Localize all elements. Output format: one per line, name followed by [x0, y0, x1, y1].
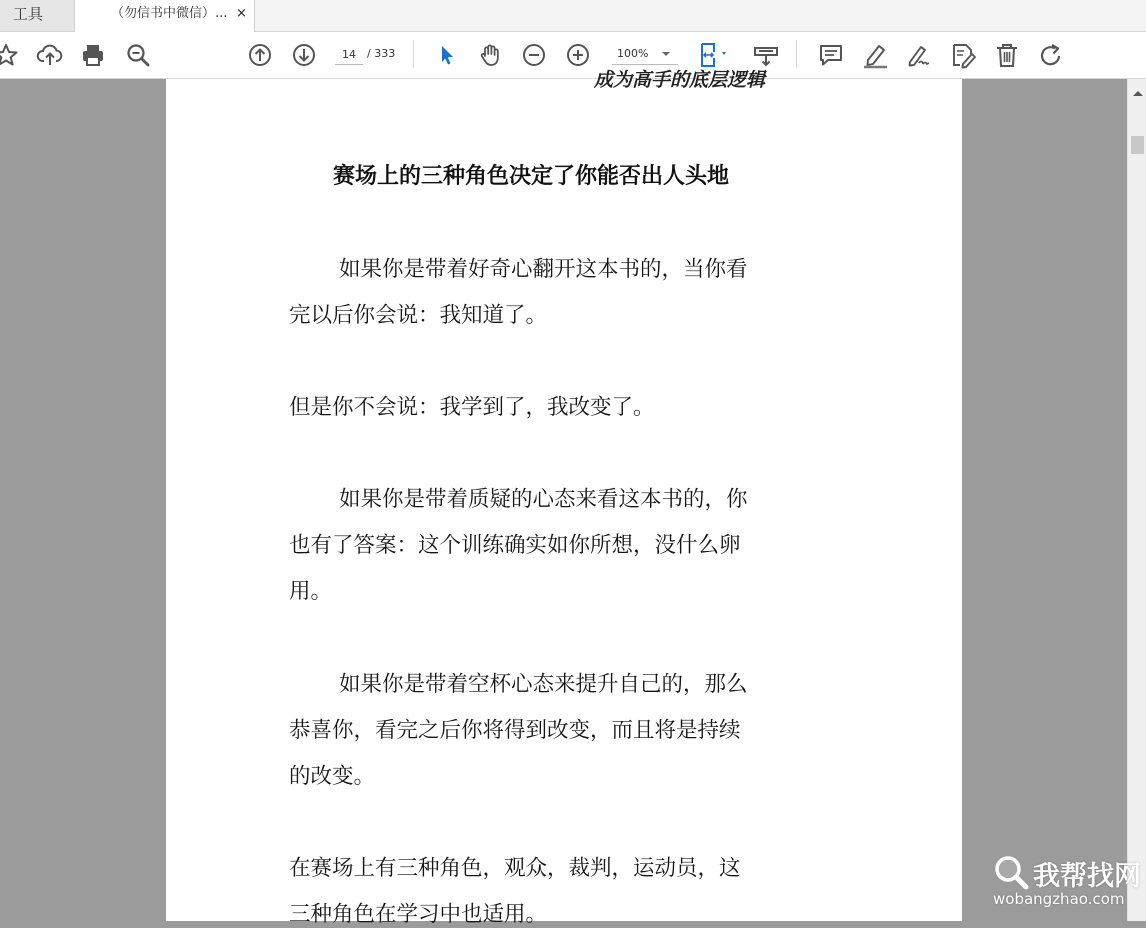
chevron-down-icon — [662, 52, 670, 56]
hand-icon[interactable] — [475, 40, 505, 70]
document-page — [166, 69, 962, 927]
paragraph-line: 的改变。 — [289, 764, 376, 789]
zoom-in-icon[interactable] — [563, 40, 593, 70]
tab-document-title: （勿信书中微信）... — [111, 6, 228, 21]
toolbar-divider — [413, 40, 414, 68]
print-icon[interactable] — [78, 40, 108, 70]
watermark — [985, 848, 1145, 918]
cloud-upload-icon[interactable] — [35, 40, 65, 70]
zoom-value: 100% — [617, 47, 649, 60]
paragraph-line: 用。 — [289, 579, 333, 604]
next-page-icon[interactable] — [289, 40, 319, 70]
paragraph-line: 完以后你会说：我知道了。 — [289, 303, 548, 328]
select-pointer-icon[interactable] — [432, 40, 462, 70]
paragraph-line: 在赛场上有三种角色，观众，裁判，运动员，这 — [289, 856, 741, 881]
paragraph-line: 如果你是带着质疑的心态来看这本书的，你 — [339, 487, 748, 512]
zoom-select[interactable] — [612, 44, 678, 65]
running-header: 成为高手的底层逻辑 — [594, 69, 766, 91]
tab-document[interactable] — [75, 0, 255, 32]
paragraph-line: 如果你是带着空杯心态来提升自己的，那么 — [339, 672, 748, 697]
tab-bar — [0, 0, 1146, 32]
zoom-out-icon[interactable] — [519, 40, 549, 70]
tab-close-icon[interactable]: × — [236, 6, 247, 21]
tab-tools-label: 工具 — [13, 5, 44, 23]
magnifier-icon — [991, 852, 1031, 892]
scrollbar-thumb[interactable] — [1131, 136, 1144, 154]
paragraph-line: 也有了答案：这个训练确实如你所想，没什么卵 — [289, 533, 741, 558]
section-heading: 赛场上的三种角色决定了你能否出人头地 — [333, 164, 730, 189]
paragraph-line: 三种角色在学习中也适用。 — [289, 902, 548, 927]
paragraph-line: 恭喜你，看完之后你将得到改变，而且将是持续 — [289, 718, 741, 743]
paragraph-line: 但是你不会说：我学到了，我改变了。 — [289, 395, 655, 420]
highlight-icon[interactable] — [860, 40, 890, 70]
toolbar-divider — [796, 40, 797, 68]
tab-tools[interactable] — [0, 0, 75, 31]
vertical-scrollbar[interactable] — [1127, 79, 1146, 921]
page-total: / 333 — [367, 47, 396, 60]
scroll-up-icon[interactable] — [1133, 91, 1143, 96]
star-icon[interactable] — [0, 40, 21, 70]
sign-icon[interactable] — [904, 40, 934, 70]
watermark-text-cn: 我帮找网 — [1033, 861, 1141, 892]
page-number-input[interactable] — [335, 44, 363, 65]
paragraph-line: 如果你是带着好奇心翻开这本书的，当你看 — [339, 257, 748, 282]
rotate-icon[interactable] — [1036, 40, 1066, 70]
edit-icon[interactable] — [948, 40, 978, 70]
toolbar — [0, 32, 1146, 79]
prev-page-icon[interactable] — [245, 40, 275, 70]
zoom-search-icon[interactable] — [123, 40, 153, 70]
comment-icon[interactable] — [816, 40, 846, 70]
delete-icon[interactable] — [992, 40, 1022, 70]
watermark-text-en: wobangzhao.com — [993, 890, 1125, 908]
